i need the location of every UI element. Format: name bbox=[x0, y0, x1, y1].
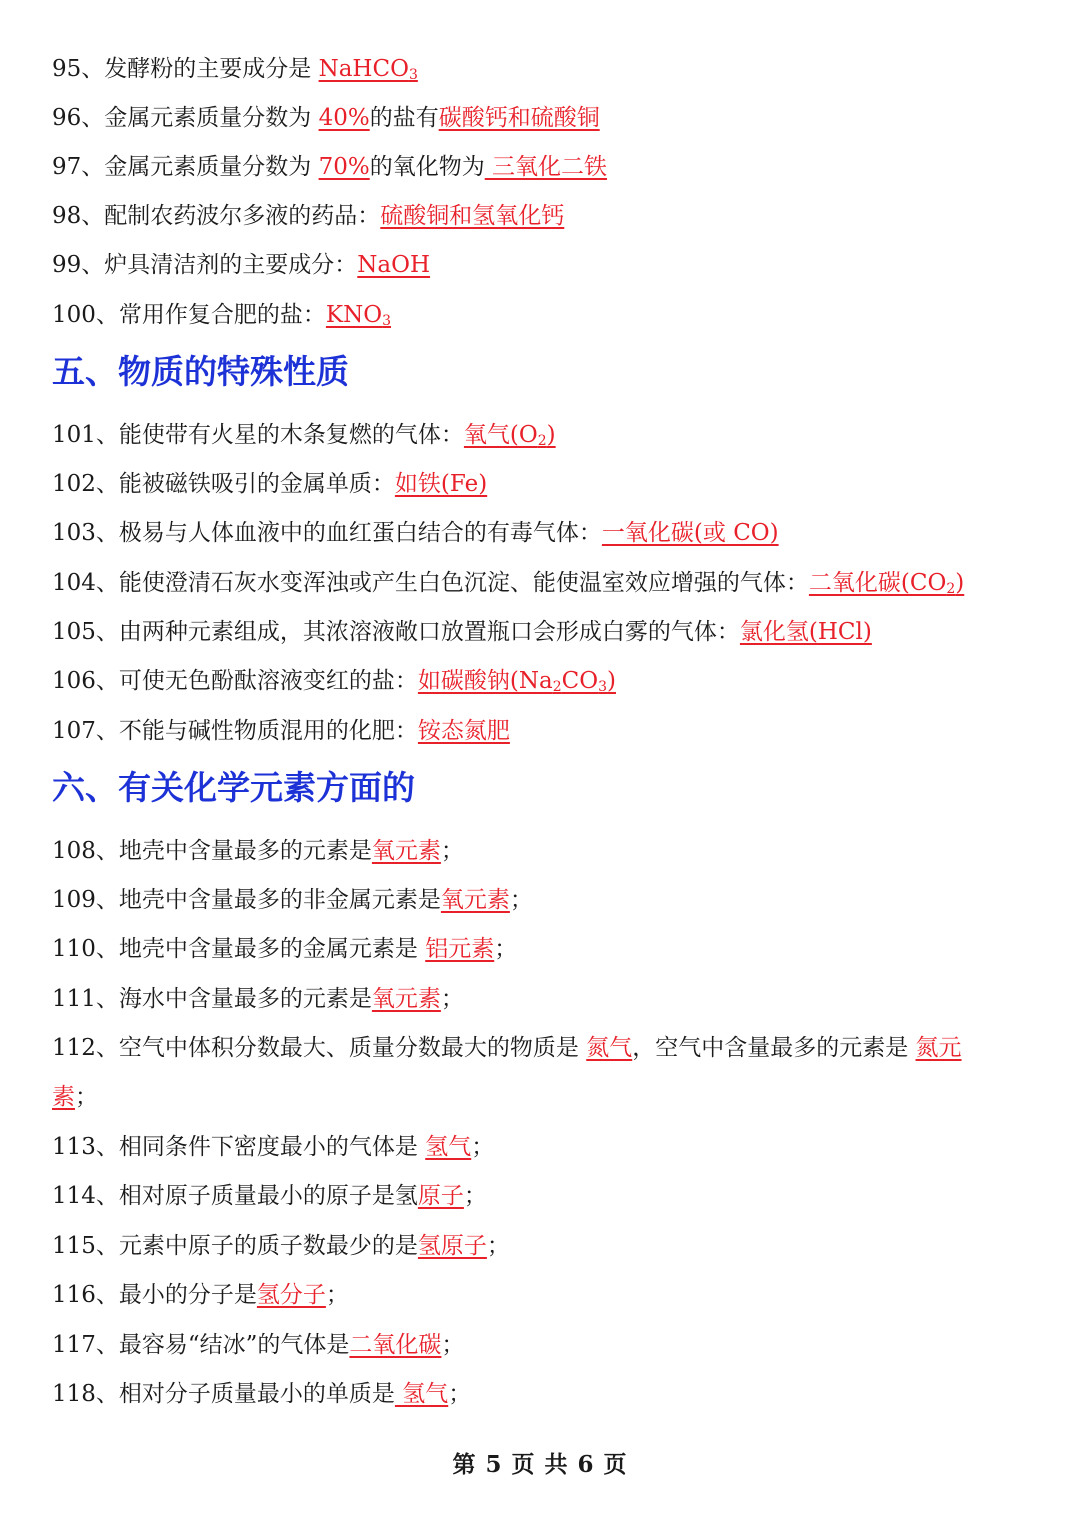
question-text: 110、地壳中含量最多的金属元素是 bbox=[52, 936, 426, 962]
answer-text: 氯化氢(HCl) bbox=[739, 619, 872, 645]
answer-text: 氮气 bbox=[586, 1035, 633, 1061]
answer-text: 原子 bbox=[417, 1183, 464, 1209]
answer-text: 一氧化碳(或 CO) bbox=[601, 520, 779, 546]
question-text: 98、配制农药波尔多液的药品： bbox=[52, 203, 381, 229]
question-text: 103、极易与人体血液中的血红蛋白结合的有毒气体： bbox=[52, 520, 602, 546]
item-110: 110、地壳中含量最多的金属元素是 铝元素； bbox=[52, 936, 518, 962]
question-text: 107、不能与碱性物质混用的化肥： bbox=[52, 718, 418, 744]
answer-text: 70% bbox=[318, 154, 370, 180]
question-text: 105、由两种元素组成，其浓溶液敞口放置瓶口会形成白雾的气体： bbox=[52, 619, 740, 645]
question-text: 的氧化物为 bbox=[369, 154, 485, 180]
answer-text: 素 bbox=[52, 1084, 75, 1110]
item-111: 111、海水中含量最多的元素是氧元素； bbox=[52, 986, 464, 1012]
question-text: 96、金属元素质量分数为 bbox=[52, 105, 319, 131]
item-114: 114、相对原子质量最小的原子是氢原子； bbox=[52, 1183, 487, 1209]
item-106 bbox=[52, 666, 1040, 702]
item-118: 118、相对分子质量最小的单质是 氢气； bbox=[52, 1381, 472, 1407]
answer-text: 氧气$(O_2)$ bbox=[463, 422, 556, 449]
item-99 bbox=[52, 250, 1040, 280]
answer-text: 如碳酸钠$(Na_2CO_3)$ bbox=[417, 668, 617, 695]
question-text: 97、金属元素质量分数为 bbox=[52, 154, 319, 180]
item-116: 116、最小的分子是氢分子； bbox=[52, 1282, 349, 1308]
item-103 bbox=[52, 518, 1040, 548]
answer-text: 二氧化碳 bbox=[349, 1332, 442, 1358]
question-text: 95、发酵粉的主要成分是 bbox=[52, 56, 319, 82]
question-text: 117、最容易“结冰”的气体是 bbox=[52, 1332, 350, 1358]
question-text: 106、可使无色酚酞溶液变红的盐： bbox=[52, 668, 418, 694]
item-105 bbox=[52, 617, 1040, 647]
answer-text: 三氧化二铁 bbox=[484, 154, 608, 180]
answer-text: 铵态氮肥 bbox=[417, 718, 510, 744]
question-text: 118、相对分子质量最小的单质是 bbox=[52, 1381, 395, 1407]
question-text: 111、海水中含量最多的元素是 bbox=[52, 986, 372, 1012]
answer-text: 碳酸钙和硫酸铜 bbox=[438, 105, 600, 131]
item-101 bbox=[52, 420, 1040, 456]
item-98 bbox=[52, 201, 1040, 231]
item-107 bbox=[52, 716, 1040, 746]
question-text: 112、空气中体积分数最大、质量分数最大的物质是 bbox=[52, 1035, 587, 1061]
answer-text: 氢气 bbox=[425, 1134, 472, 1160]
answer-text: 氢气 bbox=[394, 1381, 449, 1407]
answer-text: 铝元素 bbox=[425, 936, 495, 962]
item-113: 113、相同条件下密度最小的气体是 氢气； bbox=[52, 1134, 495, 1160]
question-text: 100、常用作复合肥的盐： bbox=[52, 302, 326, 328]
question-text: 99、炉具清洁剂的主要成分： bbox=[52, 252, 358, 278]
answer-text: 氧元素 bbox=[371, 986, 441, 1012]
answer-text: 氢原子 bbox=[417, 1233, 487, 1259]
item-102 bbox=[52, 469, 1040, 499]
item-115: 115、元素中原子的质子数最少的是氢原子； bbox=[52, 1233, 510, 1259]
question-text: 116、最小的分子是 bbox=[52, 1282, 257, 1308]
answer-text: 氧元素 bbox=[371, 838, 441, 864]
question-text: 108、地壳中含量最多的元素是 bbox=[52, 838, 372, 864]
section-heading-6: 六、有关化学元素方面的 bbox=[52, 768, 415, 807]
answer-text: 氢分子 bbox=[256, 1282, 326, 1308]
question-text: 104、能使澄清石灰水变浑浊或产生白色沉淀、能使温室效应增强的气体： bbox=[52, 570, 809, 596]
answer-text: 如铁(Fe) bbox=[394, 471, 488, 497]
answer-text: 氧元素 bbox=[440, 887, 510, 913]
item-100 bbox=[52, 300, 1040, 336]
item-104 bbox=[52, 568, 1040, 604]
answer-text: 氮元 bbox=[915, 1035, 962, 1061]
page-footer: 第 5 页 共 6 页 bbox=[452, 1451, 628, 1478]
question-text: 101、能使带有火星的木条复燃的气体： bbox=[52, 422, 464, 448]
section-heading-5: 五、物质的特殊性质 bbox=[52, 352, 349, 391]
question-text: 115、元素中原子的质子数最少的是 bbox=[52, 1233, 418, 1259]
question-text: 的盐有 bbox=[369, 105, 439, 131]
question-text: 109、地壳中含量最多的非金属元素是 bbox=[52, 887, 441, 913]
question-text: 113、相同条件下密度最小的气体是 bbox=[52, 1134, 426, 1160]
answer-text: 硫酸铜和氢氧化钙 bbox=[380, 203, 565, 229]
question-text: 114、相对原子质量最小的原子是氢 bbox=[52, 1183, 418, 1209]
answer-text: $KNO_3$ bbox=[325, 302, 391, 329]
answer-text: NaOH bbox=[357, 252, 431, 278]
item-117: 117、最容易“结冰”的气体是二氧化碳； bbox=[52, 1332, 465, 1358]
item-95 bbox=[52, 54, 1040, 90]
item-112-continued: 素； bbox=[52, 1084, 98, 1110]
answer-text: 二氧化碳$(CO_2)$ bbox=[808, 570, 965, 597]
answer-text: 40% bbox=[318, 105, 370, 131]
question-text: ，空气中含量最多的元素是 bbox=[632, 1035, 916, 1061]
item-109: 109、地壳中含量最多的非金属元素是氧元素； bbox=[52, 887, 533, 913]
answer-text: NaHCO$_3$ bbox=[318, 56, 418, 83]
item-97 bbox=[52, 152, 1040, 182]
item-108: 108、地壳中含量最多的元素是氧元素； bbox=[52, 838, 464, 864]
question-text: 102、能被磁铁吸引的金属单质： bbox=[52, 471, 395, 497]
item-96 bbox=[52, 103, 1040, 133]
item-112 bbox=[52, 1033, 1040, 1063]
